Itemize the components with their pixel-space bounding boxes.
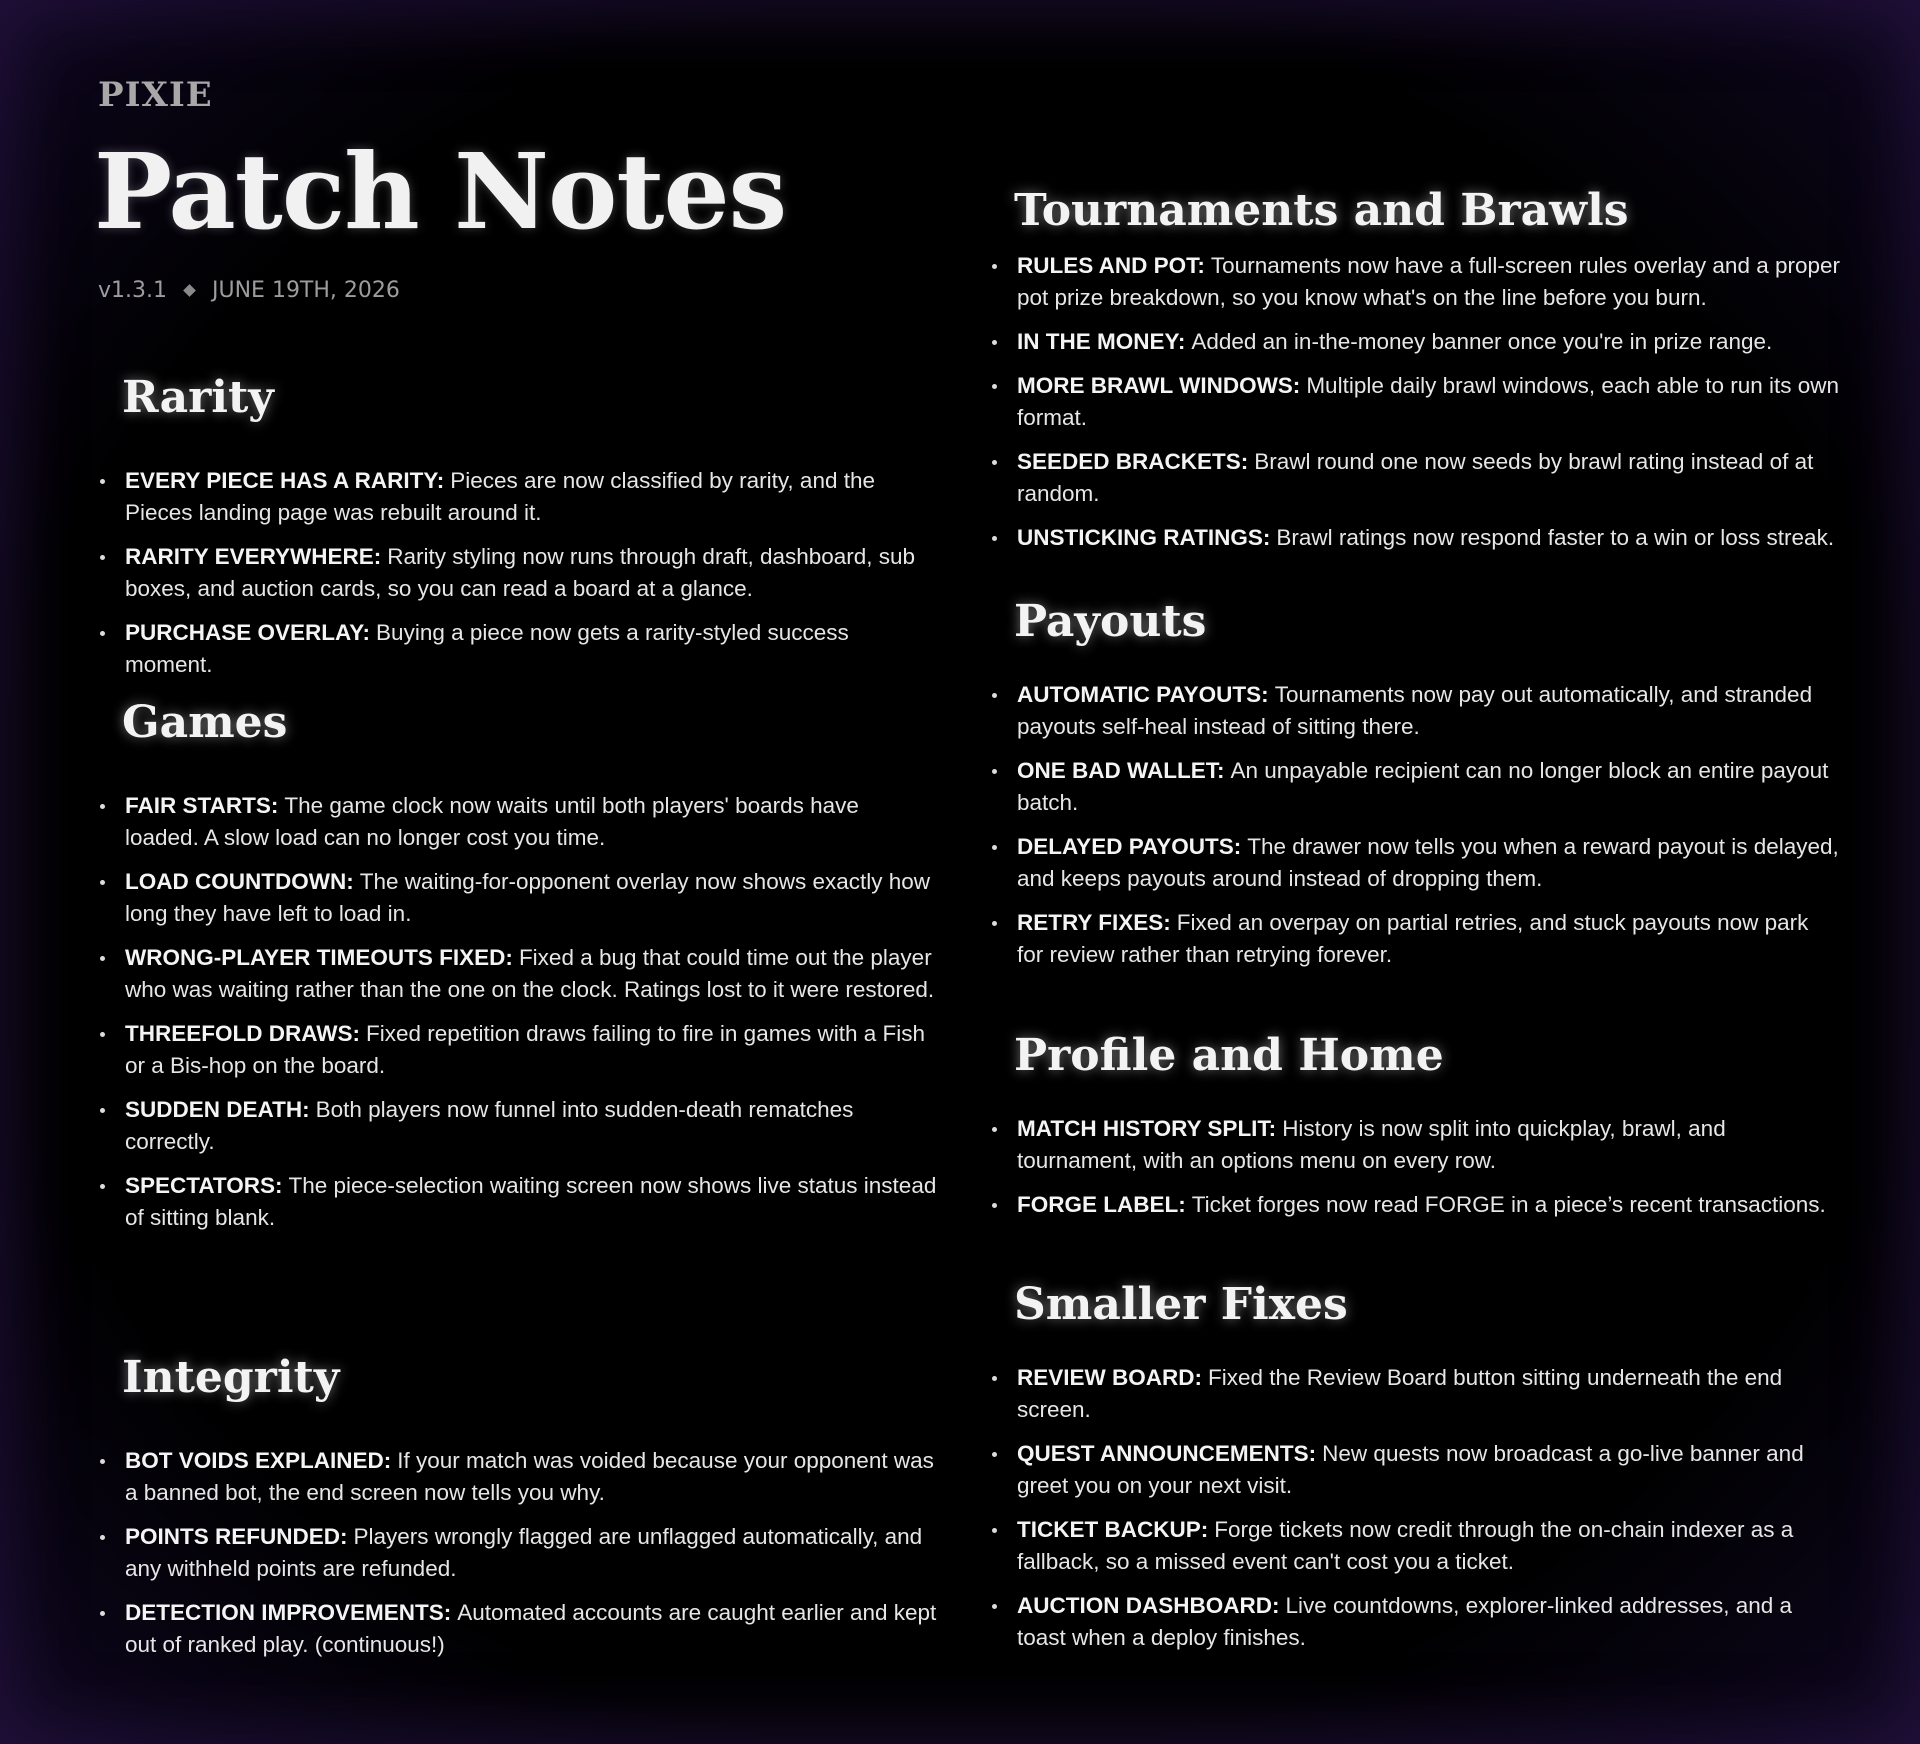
note-text: Players wrongly flagged are unflagged automatically, and any withheld points are refunded.	[125, 1523, 923, 1581]
note-text: Buying a piece now gets a rarity-styled success moment.	[125, 619, 849, 677]
note-text: Tournaments now pay out automatically, and stranded payouts self-heal instead of sitting there.	[1017, 681, 1813, 739]
note-item	[990, 1590, 1840, 1654]
version-label: v1.3.1	[98, 278, 167, 303]
note-text: History is now split into quickplay, brawl, and tournament, with an options menu on every row.	[1017, 1115, 1726, 1173]
section-heading: Games	[122, 697, 288, 748]
release-meta	[98, 278, 400, 303]
note-key: TICKET BACKUP:	[1017, 1516, 1209, 1542]
note-text: Ticket forges now read FORGE in a piece’s recent transactions.	[1191, 1191, 1826, 1217]
note-key: RARITY EVERYWHERE:	[125, 543, 382, 569]
section-profile-and-home	[990, 1030, 1840, 1233]
note-key: PURCHASE OVERLAY:	[125, 619, 371, 645]
note-text: If your match was voided because your opponent was a banned bot, the end screen now tells you why.	[125, 1447, 934, 1505]
section-heading: Rarity	[122, 372, 274, 423]
note-key: REVIEW BOARD:	[1017, 1364, 1202, 1390]
note-key: DELAYED PAYOUTS:	[1017, 833, 1242, 859]
note-item	[98, 1597, 938, 1661]
note-item	[98, 465, 938, 529]
note-text: Fixed the Review Board button sitting underneath the end screen.	[1017, 1364, 1783, 1422]
note-key: EVERY PIECE HAS A RARITY:	[125, 467, 445, 493]
note-key: WRONG-PLAYER TIMEOUTS FIXED:	[125, 944, 513, 970]
note-item	[990, 831, 1840, 895]
note-list	[98, 465, 938, 681]
note-list	[990, 1362, 1840, 1654]
note-text: Automated accounts are caught earlier and kept out of ranked play. (continuous!)	[125, 1599, 937, 1657]
note-text: The piece-selection waiting screen now shows live status instead of sitting blank.	[125, 1172, 937, 1230]
note-list	[990, 1113, 1840, 1221]
note-list	[98, 790, 938, 1234]
note-key: DETECTION IMPROVEMENTS:	[125, 1599, 452, 1625]
note-item	[98, 541, 938, 605]
note-item	[98, 942, 938, 1006]
note-text: Brawl ratings now respond faster to a win or loss streak.	[1276, 524, 1835, 550]
section-rarity	[98, 372, 938, 693]
note-key: SUDDEN DEATH:	[125, 1096, 310, 1122]
note-key: IN THE MONEY:	[1017, 328, 1186, 354]
note-key: ONE BAD WALLET:	[1017, 757, 1225, 783]
note-text: Live countdowns, explorer-linked addresses, and a toast when a deploy finishes.	[1017, 1592, 1793, 1650]
note-key: THREEFOLD DRAWS:	[125, 1020, 360, 1046]
note-key: QUEST ANNOUNCEMENTS:	[1017, 1440, 1317, 1466]
note-item	[990, 1113, 1840, 1177]
note-key: FAIR STARTS:	[125, 792, 279, 818]
note-text: Both players now funnel into sudden-death rematches correctly.	[125, 1096, 854, 1154]
note-text: Multiple daily brawl windows, each able to run its own format.	[1017, 372, 1840, 430]
section-heading: Tournaments and Brawls	[1014, 185, 1629, 236]
note-item	[990, 326, 1840, 358]
note-key: UNSTICKING RATINGS:	[1017, 524, 1271, 550]
note-key: AUTOMATIC PAYOUTS:	[1017, 681, 1269, 707]
note-item	[990, 250, 1840, 314]
note-text: Pieces are now classified by rarity, and the Pieces landing page was rebuilt around it.	[125, 467, 876, 525]
note-text: New quests now broadcast a go-live banner and greet you on your next visit.	[1017, 1440, 1804, 1498]
section-integrity	[98, 1352, 938, 1673]
note-text: An unpayable recipient can no longer block an entire payout batch.	[1017, 757, 1829, 815]
note-item	[98, 1094, 938, 1158]
note-item	[990, 679, 1840, 743]
note-text: Tournaments now have a full-screen rules overlay and a proper pot prize breakdown, so you know what's on the line before you burn.	[1017, 252, 1841, 310]
note-text: Rarity styling now runs through draft, dashboard, sub boxes, and auction cards, so you can read a board at a glance.	[125, 543, 916, 601]
note-item	[98, 790, 938, 854]
note-key: MORE BRAWL WINDOWS:	[1017, 372, 1301, 398]
note-key: MATCH HISTORY SPLIT:	[1017, 1115, 1277, 1141]
note-item	[990, 907, 1840, 971]
note-item	[98, 1521, 938, 1585]
note-list	[990, 679, 1840, 971]
note-item	[990, 1438, 1840, 1502]
note-item	[990, 1189, 1840, 1221]
note-text: The drawer now tells you when a reward payout is delayed, and keeps payouts around instead of dropping them.	[1017, 833, 1839, 891]
note-text: Fixed an overpay on partial retries, and stuck payouts now park for review rather than retrying forever.	[1017, 909, 1809, 967]
note-item	[98, 1445, 938, 1509]
section-payouts	[990, 596, 1840, 983]
note-item	[98, 1018, 938, 1082]
note-item	[98, 1170, 938, 1234]
note-text: Forge tickets now credit through the on-chain indexer as a fallback, so a missed event can't cost you a ticket.	[1017, 1516, 1794, 1574]
section-heading: Smaller Fixes	[1014, 1279, 1348, 1330]
note-item	[990, 370, 1840, 434]
section-heading: Payouts	[1014, 596, 1207, 647]
release-date: JUNE 19TH, 2026	[212, 278, 400, 303]
note-item	[990, 446, 1840, 510]
note-text: Added an in-the-money banner once you're in prize range.	[1191, 328, 1773, 354]
section-heading: Profile and Home	[1014, 1030, 1444, 1081]
note-key: RETRY FIXES:	[1017, 909, 1171, 935]
diamond-separator-icon	[183, 284, 196, 297]
note-item	[98, 617, 938, 681]
section-heading: Integrity	[122, 1352, 340, 1403]
note-item	[990, 522, 1840, 554]
note-key: SEEDED BRACKETS:	[1017, 448, 1249, 474]
note-text: Fixed repetition draws failing to fire in games with a Fish or a Bis-hop on the board.	[125, 1020, 925, 1078]
note-key: POINTS REFUNDED:	[125, 1523, 348, 1549]
note-text: Brawl round one now seeds by brawl rating instead of at random.	[1017, 448, 1814, 506]
section-games	[98, 697, 938, 1246]
note-key: AUCTION DASHBOARD:	[1017, 1592, 1280, 1618]
note-item	[990, 1514, 1840, 1578]
note-list	[990, 250, 1840, 554]
note-key: SPECTATORS:	[125, 1172, 283, 1198]
note-key: RULES AND POT:	[1017, 252, 1205, 278]
section-tournaments-and-brawls	[990, 185, 1840, 566]
note-text: Fixed a bug that could time out the player who was waiting rather than the one on the clock. Ratings lost to it were restored.	[125, 944, 935, 1002]
note-list	[98, 1445, 938, 1661]
note-item	[990, 1362, 1840, 1426]
note-item	[98, 866, 938, 930]
note-key: LOAD COUNTDOWN:	[125, 868, 354, 894]
note-text: The game clock now waits until both players' boards have loaded. A slow load can no longer cost you time.	[125, 792, 859, 850]
brand-logo: pixie	[98, 62, 213, 118]
page-title: Patch Notes	[94, 130, 787, 253]
note-text: The waiting-for-opponent overlay now shows exactly how long they have left to load in.	[125, 868, 931, 926]
note-key: FORGE LABEL:	[1017, 1191, 1186, 1217]
section-smaller-fixes	[990, 1279, 1840, 1666]
note-item	[990, 755, 1840, 819]
note-key: BOT VOIDS EXPLAINED:	[125, 1447, 392, 1473]
